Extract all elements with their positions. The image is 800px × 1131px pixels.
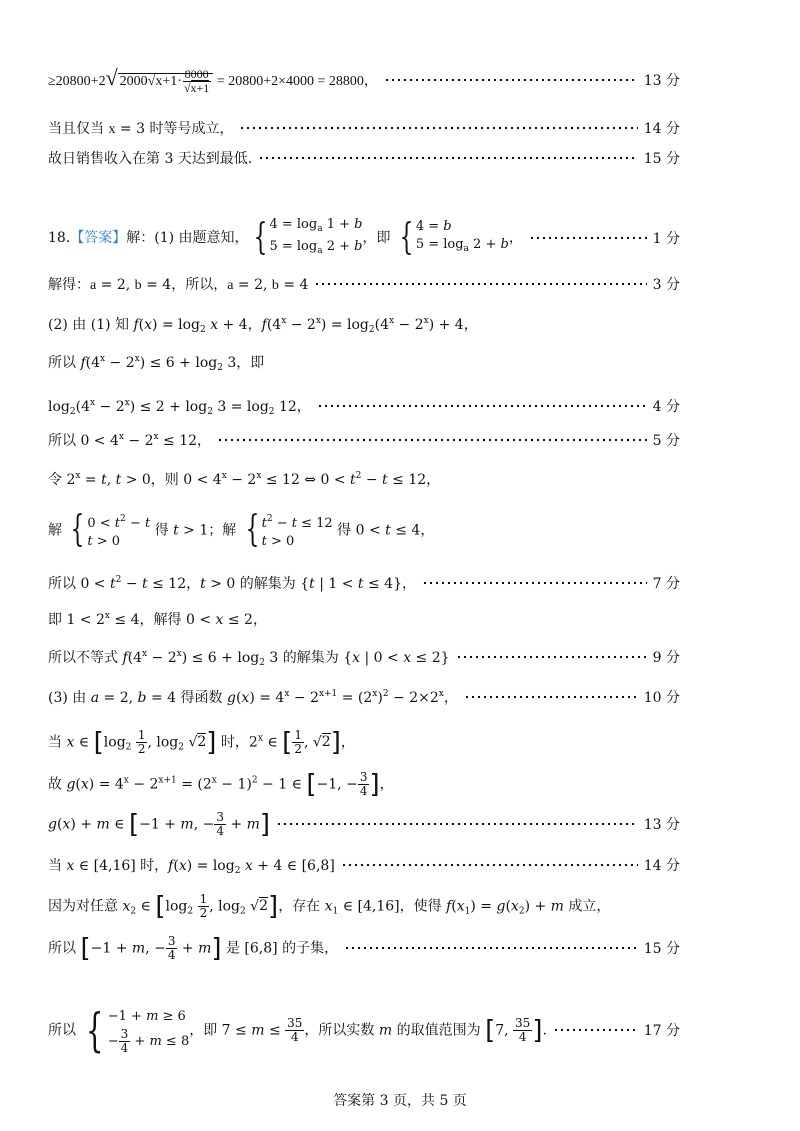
line-5: 所以 $0 < 4^x - 2^x \le 12$， 5 分 bbox=[48, 432, 680, 449]
line-10: (3) 由 a = 2, b = 4 得函数 $g(x) = 4^x - 2^{x+1} = (2^x)^2 - 2\times 2^x$， 10 分 bbox=[48, 689, 680, 706]
line-13b: g(x) + m ∈ [−1 + m, − $\frac{3}{4}$ + m] 13 分 bbox=[48, 809, 680, 839]
line-solve-ab: 解得：a = 2, b = 4，所以，a = 2, b = 4 3 分 bbox=[48, 274, 680, 294]
line-14b: 当 x ∈ [4,16] 时，$f(x) = \log_2 x + 4$ ∈ [6,8] 14 分 bbox=[48, 854, 680, 876]
leader-dots bbox=[464, 695, 638, 699]
score-label: 14 分 bbox=[643, 121, 680, 137]
score-label: 5 分 bbox=[652, 433, 680, 449]
leader-dots bbox=[239, 126, 637, 130]
score-label: 10 分 bbox=[643, 690, 680, 706]
line-solve-x: 即 $1 < 2^x \le 4$，解得 0 < x ≤ 2， bbox=[48, 611, 267, 628]
leader-dots bbox=[553, 1028, 638, 1032]
line-13: ≥20800+2√ 2000√x+1· $\frac{8000}{√x+1}$ = 20800+2×4000 = 28800， 13 分 bbox=[48, 64, 680, 96]
line-7: 所以 $0 < t^2 - t \le 12$，t > 0 的解集为 {t | 1 < t ≤ 4}， 7 分 bbox=[48, 575, 680, 592]
score-label: 13 分 bbox=[643, 73, 680, 89]
score-label: 15 分 bbox=[643, 151, 680, 167]
line-when-x: 当 x ∈ [$\log_2$ $\frac{1}{2}$ , $\log_2 √2$] 时，2$^x$ ∈ [ $\frac{1}{2}$ , √2]， bbox=[48, 727, 355, 757]
leader-dots bbox=[529, 236, 647, 240]
leader-dots bbox=[456, 655, 647, 659]
line-for-any: 因为对任意 $x_2$ ∈ [$\log_2$ $\frac{1}{2}$ , $\log_2 √2$]，存在 $x_1$ ∈ [4,16]，使得 $f(x_1) = g(x_2) + m$ 成立， bbox=[48, 891, 611, 921]
line-solve-t: 解 { $0 < t^2 - t$ t > 0 得 t > 1；解 { $t^2 - t \le 12$ t > 0 得 0 < t ≤ 4， bbox=[48, 509, 435, 550]
line-9: 所以不等式 $f(4^x - 2^x) \le 6 + \log_2 3$ 的解集为 {x | 0 < x ≤ 2} 9 分 bbox=[48, 648, 680, 668]
line-15: 故日销售收入在第 3 天达到最低. 15 分 bbox=[48, 148, 680, 168]
score-label: 15 分 bbox=[643, 941, 680, 957]
leader-dots bbox=[258, 156, 637, 160]
question-18-header: 18.【答案】解：(1) 由题意知， { $4 = \log_a 1 + b$ $5 = \log_a 2 + b$ ，即 { 4 = b $5 = \log_a 2 + b$ ， 1 分 bbox=[48, 217, 680, 258]
score-label: 7 分 bbox=[652, 576, 680, 592]
leader-dots bbox=[317, 404, 647, 408]
line-so-f: 所以 $f(4^x - 2^x) \le 6 + \log_2 3$，即 bbox=[48, 353, 265, 373]
question-number: 18. bbox=[48, 230, 71, 246]
line-part-2: (2) 由 (1) 知 $f(x) = \log_2 x + 4$，$f(4^x - 2^x) = \log_2(4^x - 2^x) + 4$， bbox=[48, 315, 478, 335]
leader-dots bbox=[217, 438, 647, 442]
line-14: 当且仅当 x = 3 时等号成立， 14 分 bbox=[48, 118, 680, 138]
answer-tag: 【答案】 bbox=[70, 230, 127, 246]
line-15b: 所以 [−1 + m, − $\frac{3}{4}$ + m] 是 [6,8] 的子集， 15 分 bbox=[48, 933, 680, 963]
line-let-t: 令 $2^x = t$, t > 0，则 $0 < 4^x - 2^x \le 12$ ⇔ $0 < t^2 - t \le 12$， bbox=[48, 471, 441, 488]
score-label: 1 分 bbox=[652, 231, 680, 247]
line-g-range: 故 $g(x) = 4^x - 2^{x+1} = (2^x - 1)^2 - 1$ ∈ [−1, − $\frac{3}{4}$ ]， bbox=[48, 769, 394, 799]
leader-dots bbox=[314, 282, 646, 286]
leader-dots bbox=[384, 78, 638, 82]
leader-dots bbox=[344, 946, 638, 950]
score-label: 17 分 bbox=[643, 1023, 680, 1039]
leader-dots bbox=[276, 822, 638, 826]
line-17: 所以 { −1 + m ≥ 6 − $\frac{3}{4}$ + m ≤ 8 ，即 7 ≤ m ≤ $\frac{35}{4}$ ，所以实数 m 的取值范围为 [7, $\frac{35}{4}$ ]. 17 分 bbox=[48, 1003, 680, 1057]
score-label: 3 分 bbox=[652, 277, 680, 293]
score-label: 13 分 bbox=[643, 817, 680, 833]
score-label: 14 分 bbox=[643, 858, 680, 874]
page-footer: 答案第 3 页，共 5 页 bbox=[333, 1093, 467, 1109]
score-label: 4 分 bbox=[652, 399, 680, 415]
leader-dots bbox=[341, 863, 638, 867]
line-4: $\log_2(4^x - 2^x) \le 2 + \log_2 3 = \log_2 12$， 4 分 bbox=[48, 397, 680, 417]
score-label: 9 分 bbox=[652, 650, 680, 666]
leader-dots bbox=[422, 581, 647, 585]
